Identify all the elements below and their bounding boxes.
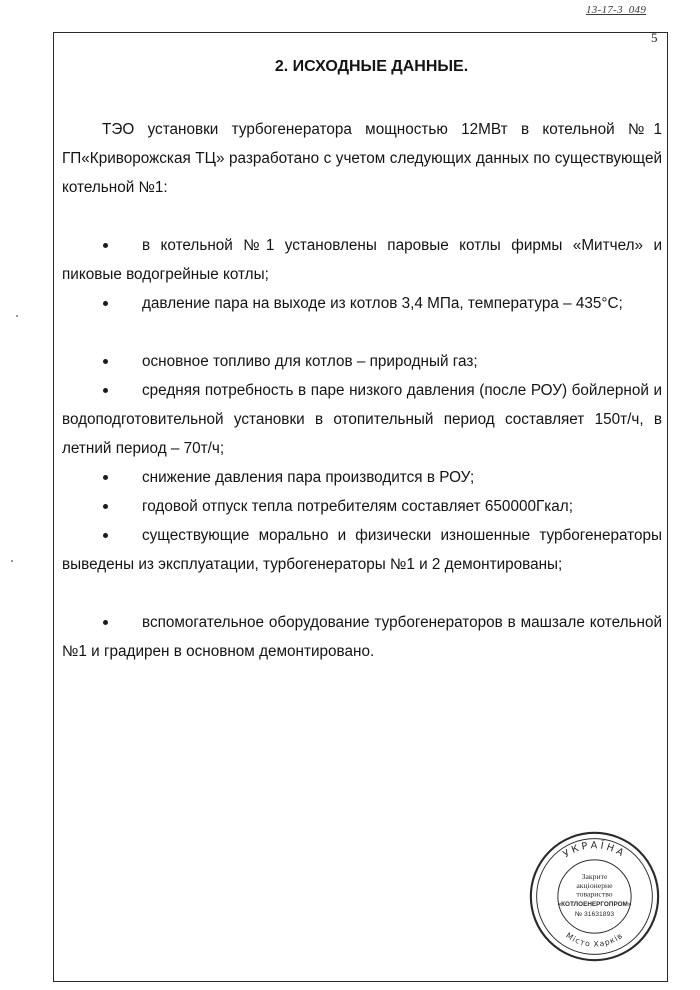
seal-number: № 31631893 [574, 910, 615, 918]
bullet-item: годовой отпуск тепла потребителям составляет 650000Гкал; [142, 498, 573, 515]
svg-text:УКРАЇНА [561, 839, 627, 861]
section-heading: 2. ИСХОДНЫЕ ДАННЫЕ. [274, 58, 469, 75]
bullet-item: вспомогательное оборудование турбогенераторов в машзале котельной №1 и градирен в основном демонтировано. [62, 614, 662, 660]
bullet-item: в котельной №1 установлены паровые котлы фирмы «Митчел» и пиковые водогрейные котлы; [62, 237, 662, 283]
bullet-item: средняя потребность в паре низкого давления (после РОУ) бойлерной и водоподготовительной установки в отопительный период составляет 150т/ч, в летний период – 70т/ч; [62, 382, 662, 457]
bullet-item: существующие морально и физически изношенные турбогенераторы выведены из эксплуатации, турбогенераторы №1 и 2 демонтированы; [62, 527, 662, 573]
scan-speck [11, 560, 13, 562]
bullet-item: основное топливо для котлов – природный газ; [142, 353, 478, 370]
seal-company-name: «КОТЛОЕНЕРГОПРОМ» [557, 901, 632, 909]
page-number: 5 [651, 30, 658, 45]
seal-line-1: Закрите [581, 872, 608, 882]
seal-top-text: УКРАЇНА [561, 840, 628, 861]
document-code: 13-17-3_049 [586, 4, 647, 16]
intro-paragraph: ТЭО установки турбогенератора мощностью 12МВт в котельной №1 ГП«Криворожская ТЦ» разработано с учетом следующих данных по существующей котельной №1: [62, 121, 662, 196]
seal-bottom-text: Місто Харків [564, 930, 625, 949]
seal-line-2: акціонерне [576, 880, 613, 890]
scan-speck [16, 315, 18, 317]
company-seal [527, 829, 662, 964]
bullet-item: снижение давления пара производится в РОУ; [142, 469, 475, 486]
bullet-item: давление пара на выходе из котлов 3,4 МПа, температура – 435°С; [142, 295, 623, 312]
seal-line-3: товариство [576, 889, 613, 899]
